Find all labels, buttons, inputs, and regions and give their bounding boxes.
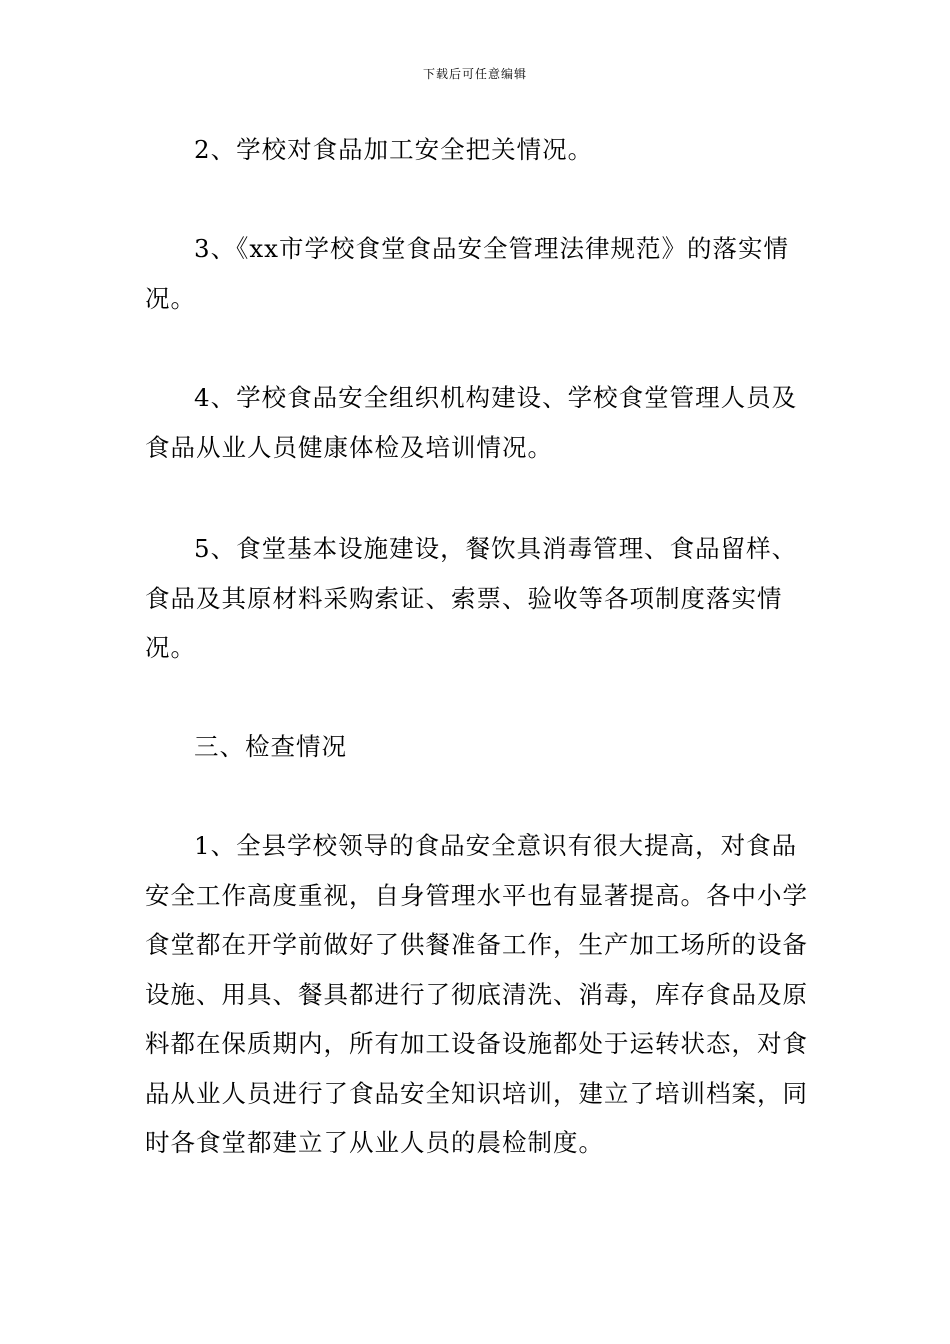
paragraph-inspection-1: 1、全县学校领导的食品安全意识有很大提高，对食品安全工作高度重视，自身管理水平也有显著提高。各中小学食堂都在开学前做好了供餐准备工作，生产加工场所的设备设施、用具、餐具都进行了彻底清洗、消毒，库存食品及原料都在保质期内，所有加工设备设施都处于运转状态，对食品从业人员进行了食品安全知识培训，建立了培训档案，同时各食堂都建立了从业人员的晨检制度。 xyxy=(145,831,808,1157)
paragraph-item-3: 3、《xx市学校食堂食品安全管理法律规范》的落实情况。 xyxy=(145,234,789,313)
page-header: 下载后可任意编辑 xyxy=(422,67,527,81)
section-heading-inspection: 三、检查情况 xyxy=(194,732,347,761)
paragraph-item-2: 2、学校对食品加工安全把关情况。 xyxy=(194,135,594,164)
paragraph-item-5: 5、食堂基本设施建设，餐饮具消毒管理、食品留样、食品及其原材料采购索证、索票、验收等各项制度落实情况。 xyxy=(145,534,798,662)
paragraph-item-4: 4、学校食品安全组织机构建设、学校食堂管理人员及食品从业人员健康体检及培训情况。 xyxy=(145,383,798,462)
